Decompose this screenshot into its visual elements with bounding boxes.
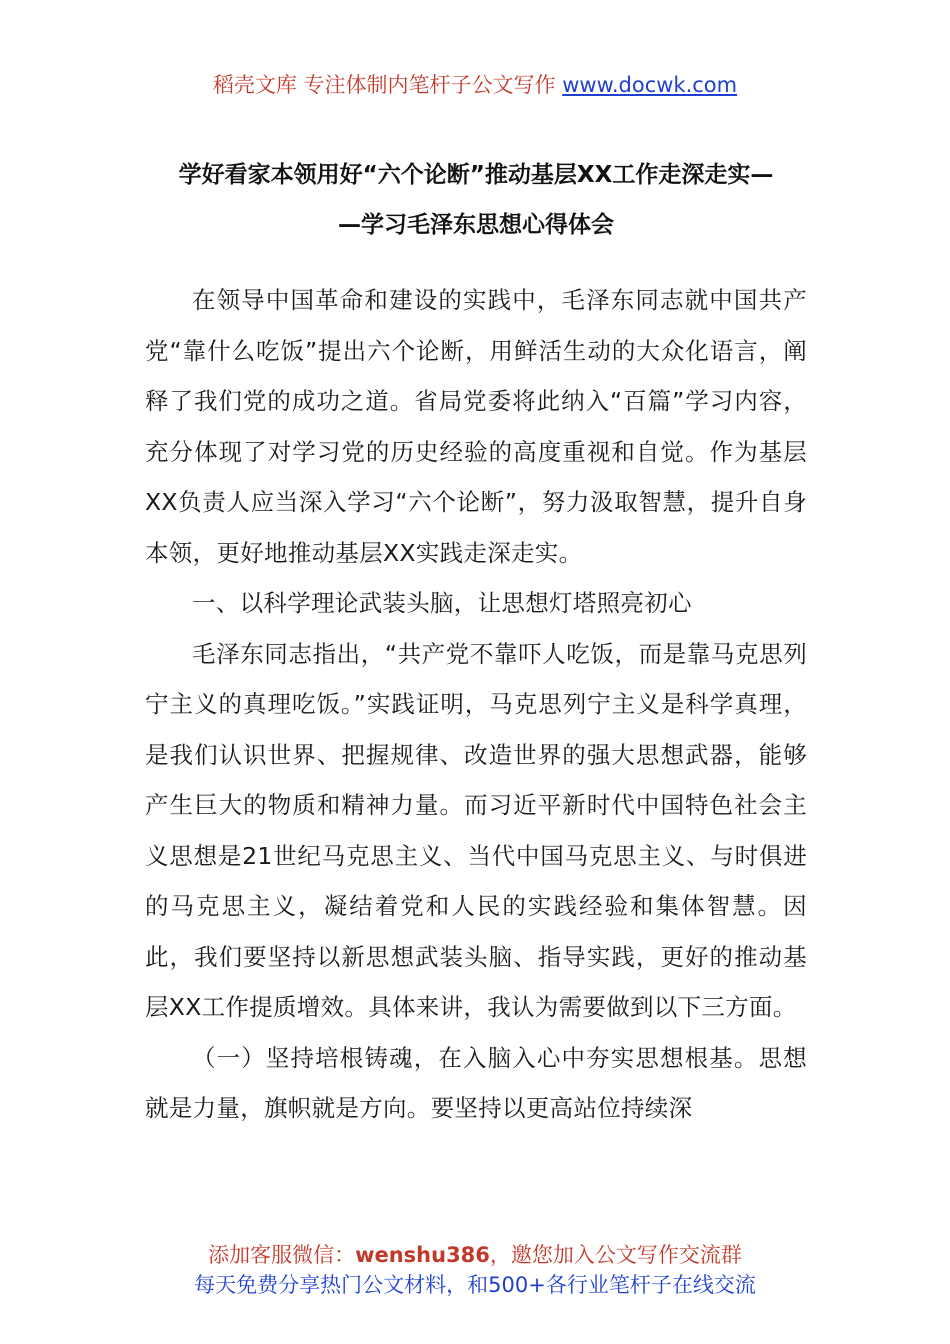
document-title [145, 150, 807, 250]
paragraph-subsection-1: （一）坚持培根铸魂，在入脑入心中夯实思想根基。思想就是力量，旗帜就是方向。要坚持以更高站位持续深 [145, 1043, 807, 1122]
title-line-1: 学好看家本领用好“六个论断”推动基层XX工作走深走实— [178, 162, 774, 188]
header-url-link[interactable]: www.docwk.com [562, 73, 738, 97]
footer-line-2: 每天免费分享热门公文材料，和500+各行业笔杆子在线交流 [194, 1273, 756, 1297]
footer-prefix: 添加客服微信： [208, 1243, 356, 1267]
title-line-2: —学习毛泽东思想心得体会 [338, 212, 614, 238]
paragraph-intro: 在领导中国革命和建设的实践中，毛泽东同志就中国共产党“靠什么吃饭”提出六个论断，用鲜活生动的大众化语言，阐释了我们党的成功之道。省局党委将此纳入“百篇”学习内容，充分体现了对学习党的历史经验的高度重视和自觉。作为基层XX负责人应当深入学习“六个论断”，努力汲取智慧，提升自身本领，更好地推动基层XX实践走深走实。 [145, 286, 807, 567]
watermark-header [0, 70, 950, 100]
document-body [145, 275, 807, 1134]
promo-footer [0, 1240, 950, 1300]
paragraph-section-1: 毛泽东同志指出，“共产党不靠吓人吃饭，而是靠马克思列宁主义的真理吃饭。”实践证明，马克思列宁主义是科学真理，是我们认识世界、把握规律、改造世界的强大思想武器，能够产生巨大的物质和精神力量。而习近平新时代中国特色社会主义思想是21世纪马克思主义、当代中国马克思主义、与时俱进的马克思主义，凝结着党和人民的实践经验和集体智慧。因此，我们要坚持以新思想武装头脑、指导实践，更好的推动基层XX工作提质增效。具体来讲，我认为需要做到以下三方面。 [145, 639, 807, 1021]
section-heading-1: 一、以科学理论武装头脑，让思想灯塔照亮初心 [192, 589, 692, 617]
footer-wechat-id: wenshu386 [355, 1243, 490, 1267]
footer-suffix: ，邀您加入公文写作交流群 [489, 1243, 742, 1267]
footer-line-1 [0, 1240, 950, 1270]
header-brand: 稻壳文库 专注体制内笔杆子公文写作 [212, 73, 556, 97]
